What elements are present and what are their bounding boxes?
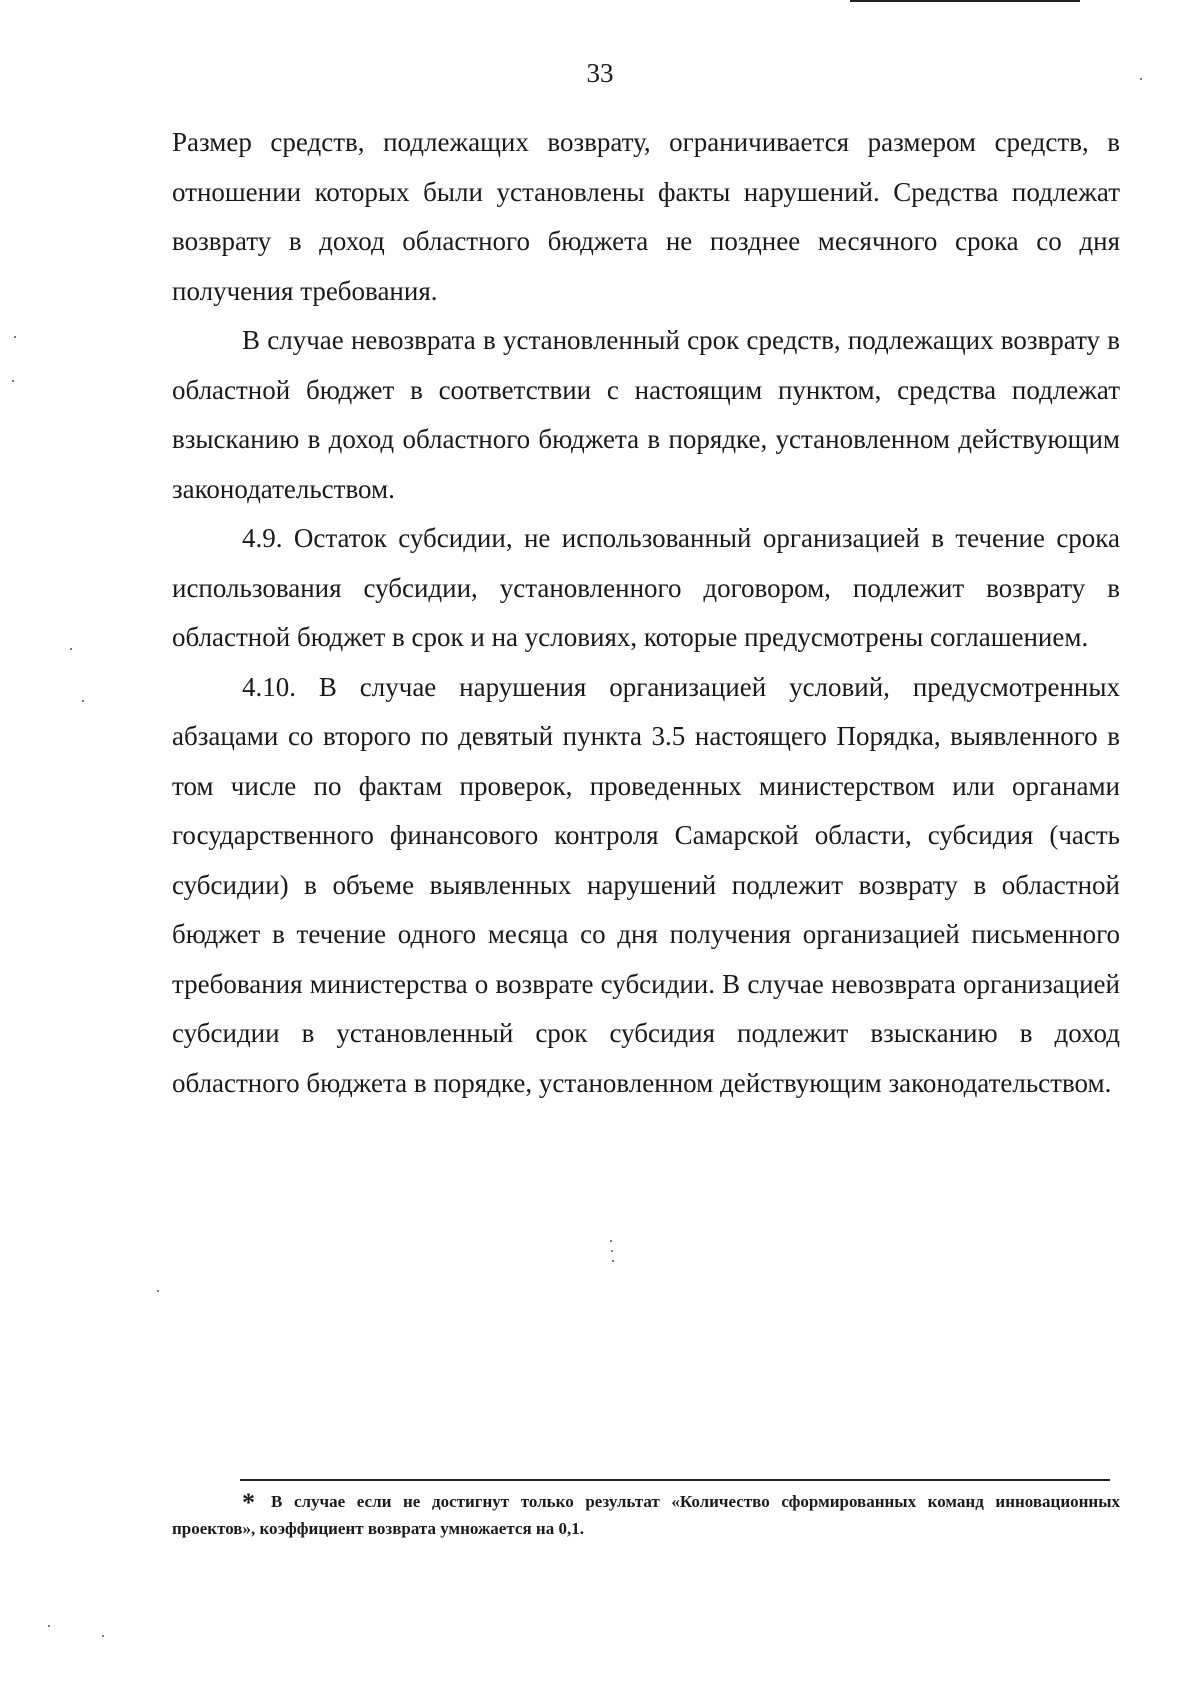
scan-speck — [610, 1240, 612, 1242]
scan-speck — [12, 380, 14, 382]
scan-speck — [1140, 78, 1142, 80]
scan-speck — [82, 700, 84, 702]
footnote-asterisk: * — [242, 1488, 255, 1517]
scan-speck — [611, 1250, 613, 1252]
paragraph-section-4-9: 4.9. Остаток субсидии, не использованный организацией в течение срока использования субсидии, установленного договором, подлежит возврату в областной бюджет в срок и на условиях, которые предусмотрены соглашением. — [172, 523, 1120, 652]
scan-speck — [48, 1625, 50, 1627]
scan-speck — [14, 336, 16, 338]
scan-speck — [70, 648, 72, 650]
document-body — [172, 118, 1120, 1108]
paragraph-non-return-recovery: В случае невозврата в установленный срок средств, подлежащих возврату в областной бюджет в соответствии с настоящим пунктом, средства подлежат взысканию в доход областного бюджета в порядке, установленном действующим законодательством. — [172, 325, 1120, 504]
paragraph-refund-limit: Размер средств, подлежащих возврату, ограничивается размером средств, в отношении которых были установлены факты нарушений. Средства подлежат возврату в доход областного бюджета не позднее месячного срока со дня получения требования. — [172, 127, 1120, 306]
top-edge-rule — [850, 0, 1080, 2]
paragraph-section-4-10: 4.10. В случае нарушения организацией условий, предусмотренных абзацами со второго по девятый пункта 3.5 настоящего Порядка, выявленного в том числе по фактам проверок, проведенных министерством или органами государственного финансового контроля Самарской области, субсидия (часть субсидии) в объеме выявленных нарушений подлежит возврату в областной бюджет в течение одного месяца со дня получения организацией письменного требования министерства о возврате субсидии. В случае невозврата организацией субсидии в установленный срок субсидия подлежит взысканию в доход областного бюджета в порядке, установленном действующим законодательством. — [172, 671, 1120, 1098]
scan-speck — [157, 1290, 159, 1292]
footnote — [172, 1488, 1120, 1542]
page-number: 33 — [586, 58, 614, 88]
footnote-separator — [240, 1479, 1110, 1481]
scan-speck — [102, 1635, 104, 1637]
scan-speck — [612, 1260, 614, 1262]
footnote-text: В случае если не достигнут только результат «Количество сформированных команд инновационных проектов», коэффициент возврата умножается на 0,1. — [172, 1492, 1120, 1538]
